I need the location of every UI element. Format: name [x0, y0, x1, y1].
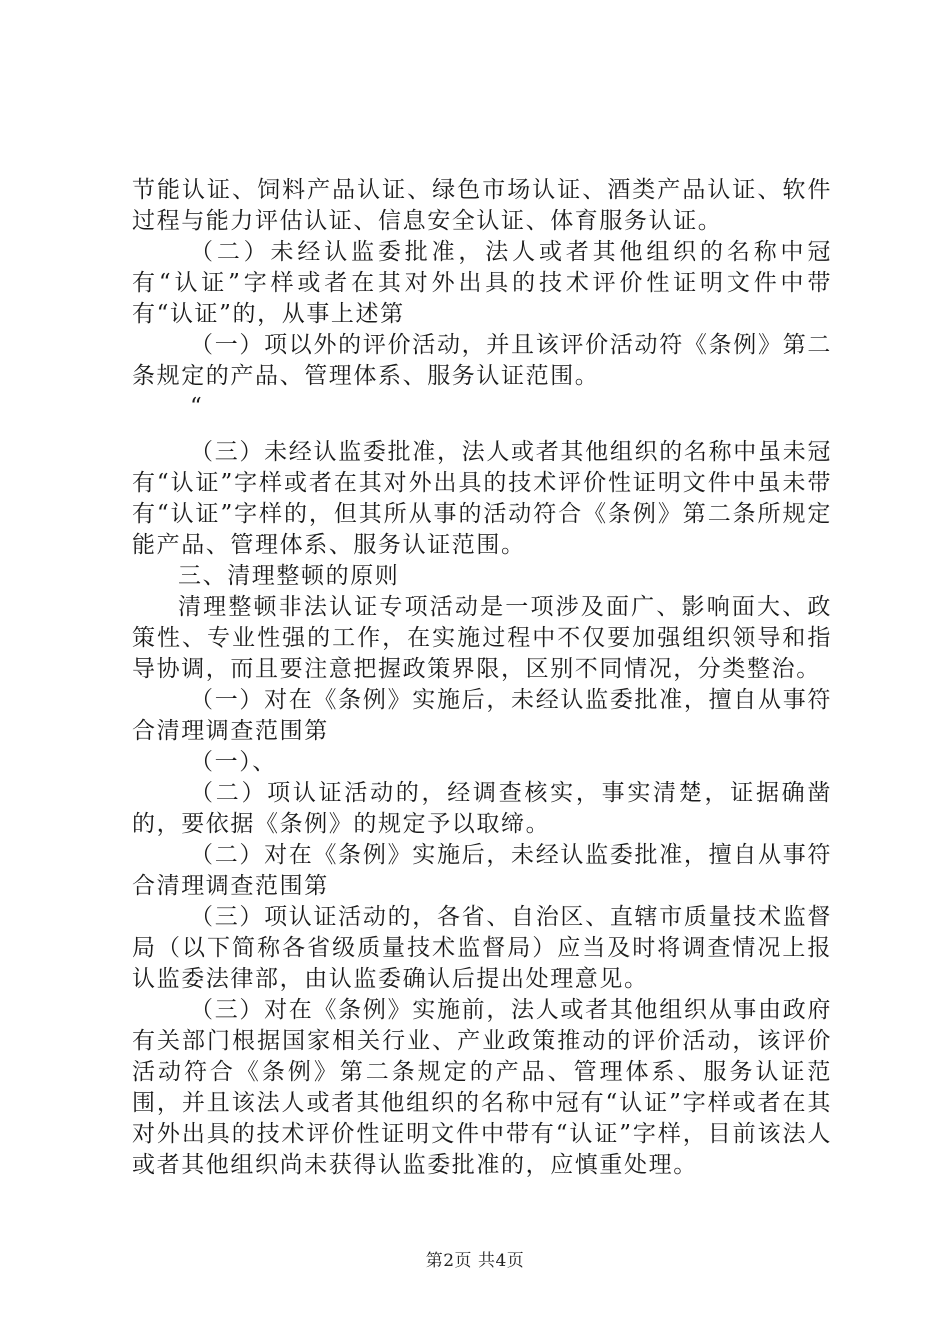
- paragraph: （二）项认证活动的，经调查核实，事实清楚，证据确凿的，要依据《条例》的规定予以取缔。: [132, 780, 832, 837]
- paragraph: （二）对在《条例》实施后，未经认监委批准，擅自从事符合清理调查范围第: [132, 842, 832, 899]
- paragraph: （一）对在《条例》实施后，未经认监委批准，擅自从事符合清理调查范围第: [132, 687, 832, 744]
- stray-quote-mark: “: [190, 394, 204, 420]
- section-heading: 三、清理整顿的原则: [178, 563, 400, 589]
- paragraph: 清理整顿非法认证专项活动是一项涉及面广、影响面大、政策性、专业性强的工作，在实施过程中不仅要加强组织领导和指导协调，而且要注意把握政策界限，区别不同情况，分类整治。: [132, 594, 832, 682]
- paragraph: （三）未经认监委批准，法人或者其他组织的名称中虽未冠有“认证”字样或者在其对外出具的技术评价性证明文件中虽未带有“认证”字样的，但其所从事的活动符合《条例》第二条所规定能产品、管理体系、服务认证范围。: [132, 439, 832, 558]
- paragraph: （一）项以外的评价活动，并且该评价活动符《条例》第二条规定的产品、管理体系、服务认证范围。: [132, 332, 832, 389]
- page-number-footer: 第2页 共4页: [425, 1251, 525, 1271]
- document-body: [132, 175, 832, 1181]
- paragraph: （二）未经认监委批准，法人或者其他组织的名称中冠有“认证”字样或者在其对外出具的技术评价性证明文件中带有“认证”的，从事上述第: [132, 239, 832, 327]
- paragraph: 节能认证、饲料产品认证、绿色市场认证、酒类产品认证、软件过程与能力评估认证、信息安全认证、体育服务认证。: [132, 177, 832, 234]
- paragraph: （一）、: [190, 749, 277, 775]
- paragraph: （三）对在《条例》实施前，法人或者其他组织从事由政府有关部门根据国家相关行业、产业政策推动的评价活动，该评价活动符合《条例》第二条规定的产品、管理体系、服务认证范围，并且该法人或者其他组织的名称中冠有“认证”字样或者在其对外出具的技术评价性证明文件中带有“认证”字样，目前该法人或者其他组织尚未获得认监委批准的，应慎重处理。: [132, 997, 832, 1178]
- paragraph: （三）项认证活动的，各省、自治区、直辖市质量技术监督局（以下简称各省级质量技术监督局）应当及时将调查情况上报认监委法律部，由认监委确认后提出处理意见。: [132, 904, 832, 992]
